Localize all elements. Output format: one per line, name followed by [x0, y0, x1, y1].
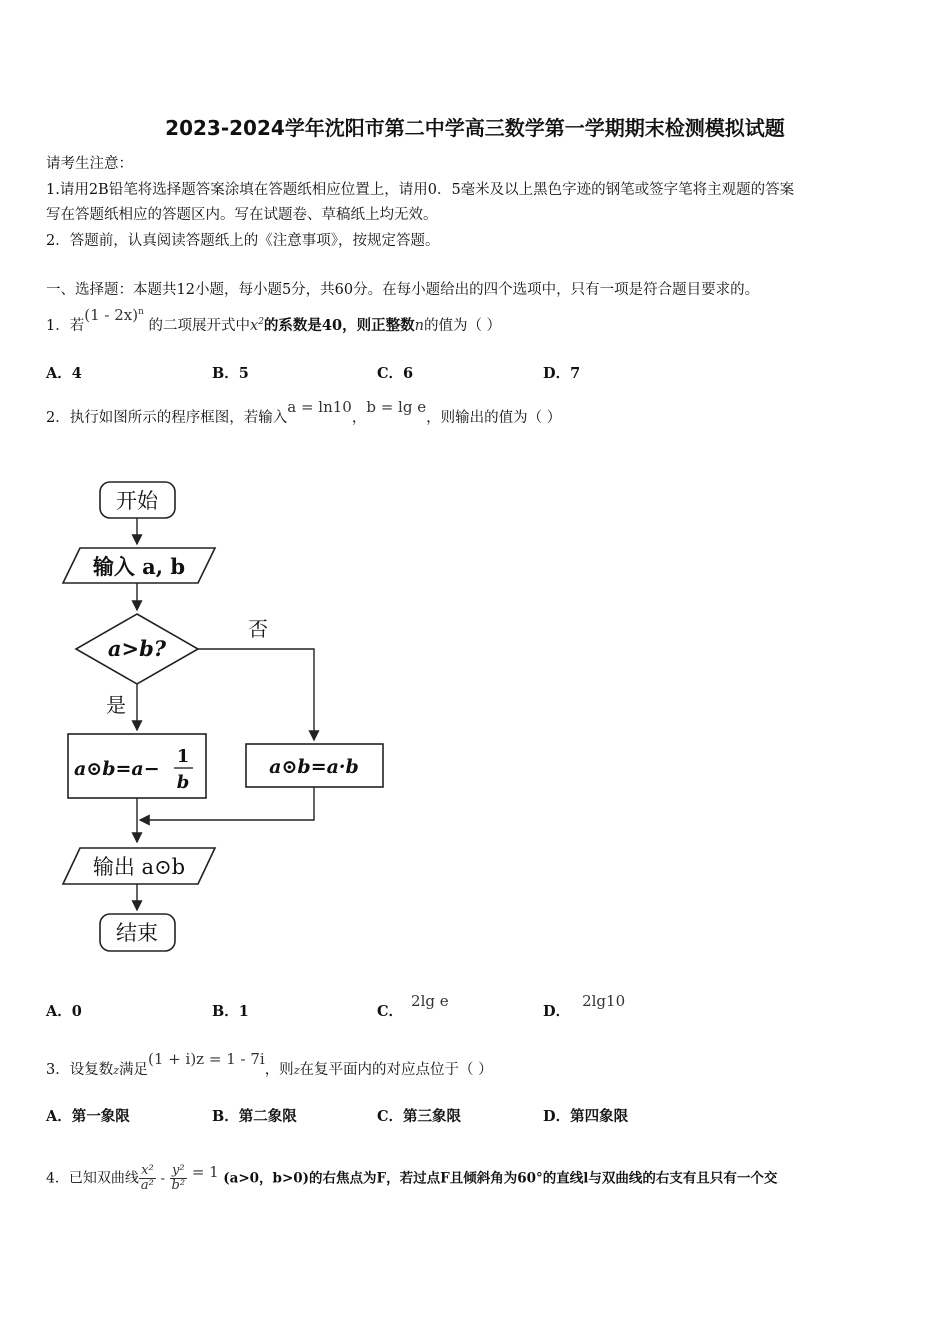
q3-z-2: z	[293, 1064, 300, 1077]
question-2	[46, 398, 562, 427]
q2-suffix: ，则输出的值为（ ）	[426, 410, 562, 426]
flow-no-box-expression: a⊙b=a·b	[269, 756, 359, 778]
q1-suffix: 的值为（ ）	[423, 318, 502, 334]
q3-option-d[interactable]: D．第四象限	[543, 1108, 629, 1125]
page-title: 2023-2024学年沈阳市第二中学高三数学第一学期期末检测模拟试题	[165, 116, 785, 140]
q1-after: 的系数是40，则正整数	[263, 317, 415, 334]
q3-equation: (1 + i)z = 1 - 7i	[148, 1050, 265, 1068]
q3-suffix: 在复平面内的对应点位于（ ）	[299, 1062, 493, 1078]
question-3	[46, 1050, 493, 1079]
notice-item-1-line-1: 1.请用2B铅笔将选择题答案涂填在答题纸相应位置上，请用0．5毫米及以上黑色字迹的钢笔或签字笔将主观题的答案	[46, 182, 795, 198]
q2-option-a[interactable]: A．0	[46, 1003, 82, 1020]
q4-equals: = 1	[187, 1162, 219, 1181]
q2-option-b[interactable]: B．1	[212, 1003, 249, 1020]
q4-minus: -	[155, 1170, 170, 1187]
notice-item-2: 2．答题前，认真阅读答题纸上的《注意事项》，按规定答题。	[46, 233, 440, 249]
question-4	[46, 1164, 777, 1193]
flow-yes-box-denominator: b	[176, 772, 190, 793]
flow-condition-label: a>b?	[107, 636, 167, 661]
q3-option-c[interactable]: C．第三象限	[377, 1108, 462, 1125]
q4-suffix: (a>0，b>0)的右焦点为F，若过点F且倾斜角为60°的直线l与双曲线的右支有且只有一个交	[223, 1170, 778, 1187]
q1-option-b[interactable]: B．5	[212, 365, 249, 382]
q1-prefix: 1．若	[46, 318, 85, 334]
notice-heading: 请考生注意：	[46, 156, 133, 172]
q1-middle: 的二项展开式中	[148, 318, 250, 334]
q3-prefix: 3．设复数	[46, 1062, 114, 1078]
q2-prefix: 2．执行如图所示的程序框图，若输入	[46, 410, 288, 426]
q2-option-c[interactable]: C．2lg e	[377, 992, 449, 1020]
q3-option-b[interactable]: B．第二象限	[212, 1108, 297, 1125]
q1-n: n	[414, 318, 424, 334]
q3-z: z	[113, 1064, 120, 1077]
q2-separator: ，	[351, 410, 367, 426]
q2-option-d[interactable]: D．2lg10	[543, 992, 626, 1020]
notice-item-1-line-2: 写在答题纸相应的答题区内。写在试题卷、草稿纸上均无效。	[46, 207, 438, 223]
q1-option-d[interactable]: D．7	[543, 365, 581, 382]
q1-option-c[interactable]: C．6	[377, 365, 414, 382]
q2-b-expression: b = lg e	[366, 398, 427, 416]
q2-a-expression: a = ln10	[287, 398, 352, 416]
flow-yes-box-numerator: 1	[176, 746, 190, 767]
q3-middle: 满足	[119, 1062, 149, 1078]
flow-input-label: 输入 a, b	[92, 554, 186, 579]
flow-start-label: 开始	[116, 489, 158, 513]
q4-prefix: 4．已知双曲线	[46, 1170, 139, 1187]
q1-variable: $x^2$	[250, 317, 264, 334]
q3-after: ，则	[264, 1062, 294, 1078]
flow-yes-box-expression: a⊙b=a−	[74, 758, 160, 780]
q4-fraction-x: $\frac{\text{x²}}{\text{a²}}$	[140, 1163, 154, 1193]
flow-output-label: 输出 a⊙b	[92, 855, 186, 879]
flowchart	[50, 470, 400, 960]
q3-option-a[interactable]: A．第一象限	[46, 1108, 130, 1125]
flow-yes-label: 是	[106, 693, 126, 717]
section-heading: 一、选择题：本题共12小题，每小题5分，共60分。在每小题给出的四个选项中，只有一项是符合题目要求的。	[46, 282, 760, 298]
q4-fraction-y: $\frac{\text{y²}}{\text{b²}}$	[171, 1163, 186, 1193]
q1-option-a[interactable]: A．4	[46, 365, 82, 382]
q1-expression: (1 - 2x)$^n$	[84, 306, 144, 324]
flow-no-label: 否	[248, 617, 268, 641]
question-1	[46, 306, 502, 335]
flow-end-label: 结束	[116, 921, 158, 945]
